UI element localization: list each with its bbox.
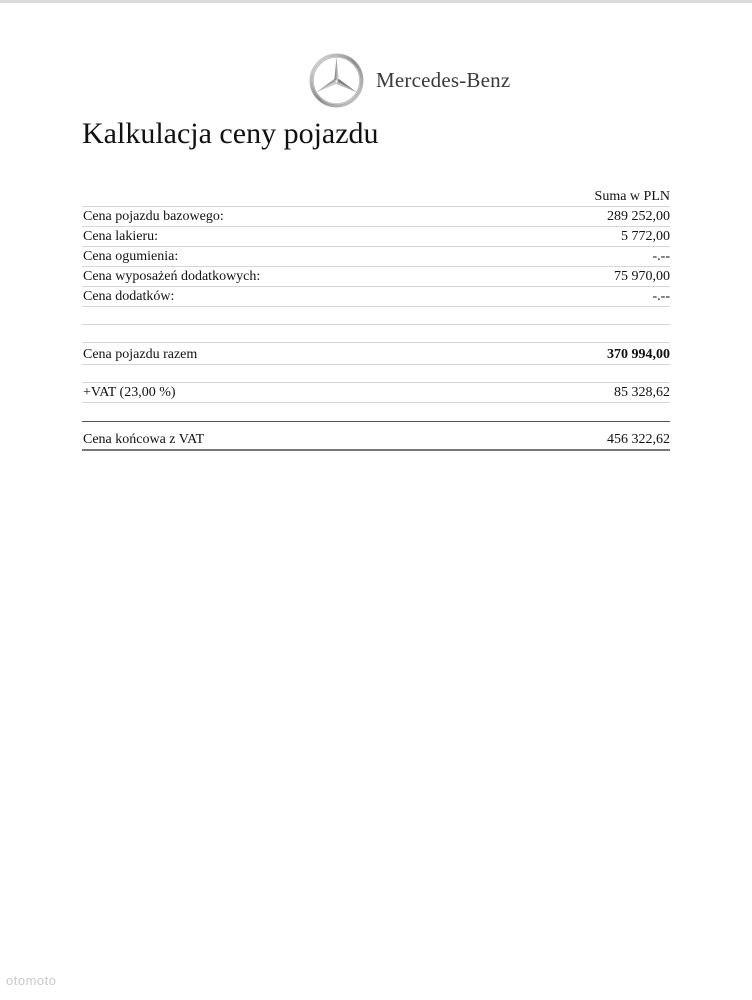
vat-value: 85 328,62 — [614, 385, 670, 400]
row-label: Cena ogumienia: — [83, 249, 179, 264]
watermark: otomoto — [6, 973, 57, 988]
table-row — [82, 287, 670, 307]
row-value: -.-- — [652, 289, 670, 304]
row-label: Cena wyposażeń dodatkowych: — [83, 269, 261, 284]
row-divider — [82, 365, 670, 383]
row-label: Cena pojazdu bazowego: — [83, 209, 224, 224]
column-header-row — [82, 187, 670, 207]
row-label: Cena lakieru: — [83, 229, 159, 244]
subtotal-row — [82, 343, 670, 365]
brand-logo — [309, 53, 510, 108]
vat-row — [82, 383, 670, 403]
page-title: Kalkulacja ceny pojazdu — [82, 117, 379, 150]
mercedes-star-icon — [309, 53, 364, 108]
row-divider — [82, 307, 670, 325]
row-label: Cena dodatków: — [83, 289, 175, 304]
row-value: 289 252,00 — [607, 209, 670, 224]
subtotal-label: Cena pojazdu razem — [83, 347, 198, 362]
row-value: 75 970,00 — [614, 269, 670, 284]
row-spacer — [82, 403, 670, 421]
table-row — [82, 227, 670, 247]
table-row — [82, 247, 670, 267]
price-table — [82, 187, 670, 451]
vat-label: +VAT (23,00 %) — [83, 385, 176, 400]
row-value: 5 772,00 — [621, 229, 670, 244]
table-row — [82, 207, 670, 227]
brand-name: Mercedes-Benz — [376, 68, 511, 92]
row-value: -.-- — [652, 249, 670, 264]
table-row — [82, 267, 670, 287]
total-label: Cena końcowa z VAT — [83, 432, 205, 447]
top-border — [0, 0, 752, 3]
subtotal-value: 370 994,00 — [607, 347, 670, 362]
column-header: Suma w PLN — [594, 189, 670, 204]
total-row — [82, 421, 670, 451]
row-divider — [82, 325, 670, 343]
total-value: 456 322,62 — [607, 432, 670, 447]
